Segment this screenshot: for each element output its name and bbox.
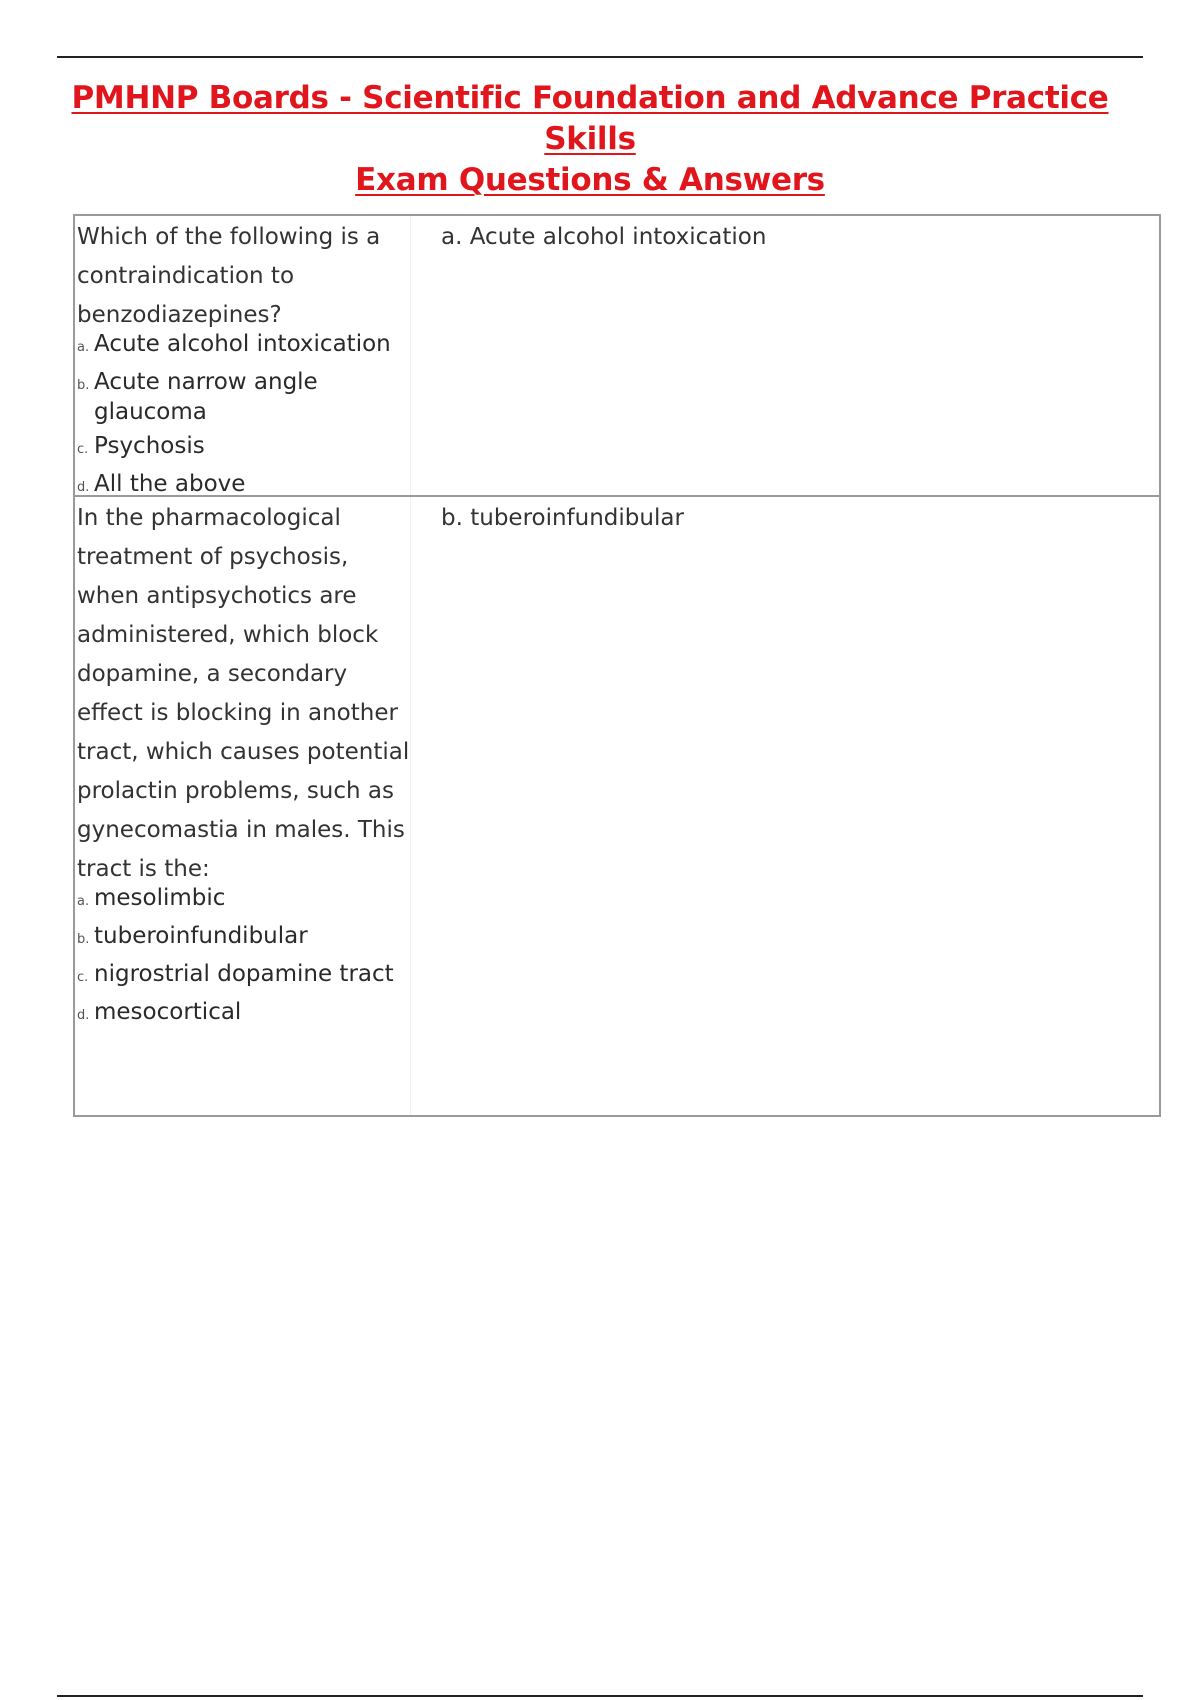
- answer-text: b. tuberoinfundibular: [441, 505, 684, 531]
- option-letter: b.: [77, 378, 90, 393]
- option-item: [77, 327, 410, 365]
- qa-row: [75, 495, 1159, 1115]
- title-line-2: Exam Questions & Answers: [355, 162, 825, 198]
- option-text: Acute alcohol intoxication: [94, 331, 391, 357]
- option-item: [77, 367, 410, 427]
- option-item: [77, 429, 410, 467]
- option-item: [77, 957, 410, 995]
- bottom-rule: [57, 1695, 1143, 1697]
- question-cell: [75, 216, 411, 495]
- question-text: Which of the following is a contraindication to benzodiazepines?: [77, 224, 381, 328]
- option-text: nigrostrial dopamine tract: [94, 961, 394, 987]
- answer-cell: [411, 216, 1159, 495]
- option-letter: a.: [77, 894, 90, 909]
- question-text: In the pharmacological treatment of psychosis, when antipsychotics are administered, which block dopamine, a secondary effect is blocking in another tract, which causes potential prolactin problems, such as gynecomastia in males. This tract is the:: [77, 505, 410, 882]
- option-item: [77, 881, 410, 919]
- option-letter: b.: [77, 932, 90, 947]
- question-cell: [75, 497, 411, 1115]
- option-text: All the above: [94, 471, 246, 497]
- option-item: [77, 995, 410, 1033]
- option-text: mesolimbic: [94, 885, 226, 911]
- option-item: [77, 919, 410, 957]
- option-letter: c.: [77, 970, 89, 985]
- option-letter: d.: [77, 480, 90, 495]
- option-letter: c.: [77, 442, 89, 457]
- title-line-1: PMHNP Boards - Scientific Foundation and Advance Practice Skills: [71, 80, 1109, 157]
- option-text: Psychosis: [94, 433, 205, 459]
- answer-text: a. Acute alcohol intoxication: [441, 224, 767, 250]
- option-letter: a.: [77, 340, 90, 355]
- option-text: Acute narrow angle glaucoma: [94, 369, 318, 425]
- document-title: [40, 78, 1140, 201]
- qa-table: [73, 214, 1161, 1117]
- option-letter: d.: [77, 1008, 90, 1023]
- top-rule: [57, 56, 1143, 58]
- option-text: mesocortical: [94, 999, 242, 1025]
- qa-row: [75, 216, 1159, 495]
- option-text: tuberoinfundibular: [94, 923, 308, 949]
- answer-cell: [411, 497, 1159, 1115]
